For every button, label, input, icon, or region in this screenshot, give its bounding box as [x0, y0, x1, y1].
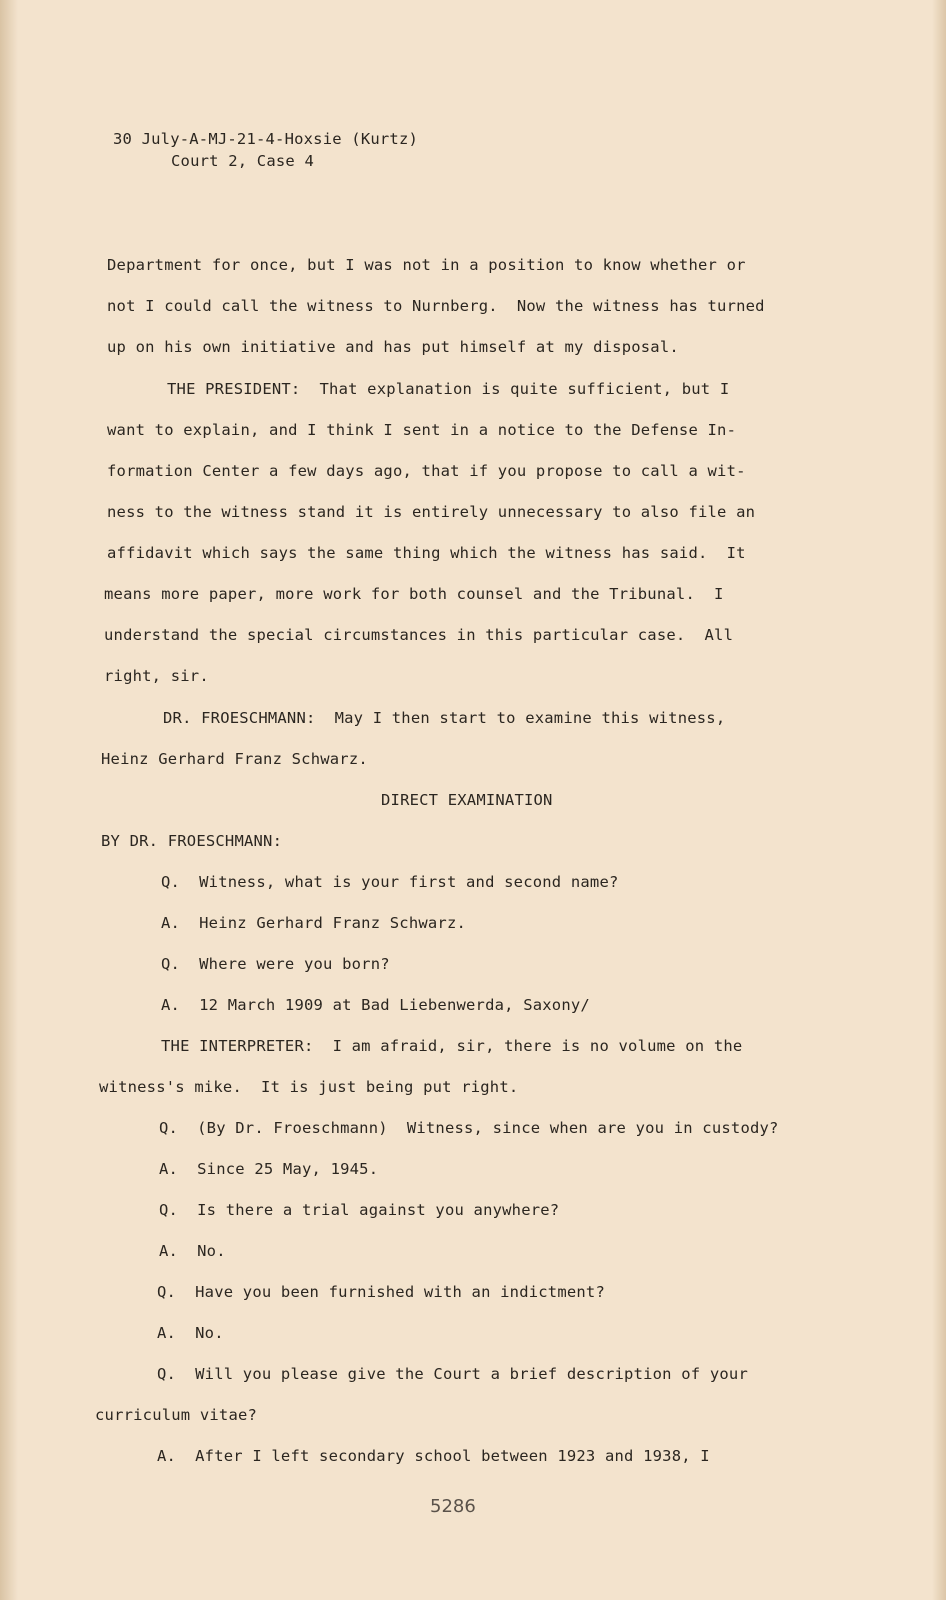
body-line: curriculum vitae?	[95, 1406, 258, 1424]
body-line: DR. FROESCHMANN: May I then start to examine this witness,	[163, 709, 726, 727]
question-line: Q. Witness, what is your first and second name?	[161, 873, 619, 891]
body-line: right, sir.	[104, 667, 209, 685]
answer-line: A. Heinz Gerhard Franz Schwarz.	[161, 914, 467, 932]
body-line: ness to the witness stand it is entirely unnecessary to also file an	[107, 503, 756, 521]
body-line: want to explain, and I think I sent in a notice to the Defense In-	[107, 421, 737, 439]
answer-line: A. After I left secondary school between 1923 and 1938, I	[157, 1447, 710, 1465]
question-line: Q. Where were you born?	[161, 955, 390, 973]
body-line: THE PRESIDENT: That explanation is quite sufficient, but I	[167, 380, 730, 398]
body-line: formation Center a few days ago, that if you propose to call a wit-	[107, 462, 746, 480]
examiner-line: BY DR. FROESCHMANN:	[101, 832, 283, 850]
question-line: Q. Is there a trial against you anywhere?	[159, 1201, 560, 1219]
body-line: THE INTERPRETER: I am afraid, sir, there is no volume on the	[161, 1037, 743, 1055]
body-line: Department for once, but I was not in a position to know whether or	[107, 256, 746, 274]
body-line: witness's mike. It is just being put right.	[99, 1078, 519, 1096]
body-line: means more paper, more work for both counsel and the Tribunal. I	[104, 585, 724, 603]
question-line: Q. Will you please give the Court a brief description of your	[157, 1365, 748, 1383]
page-edge-left	[0, 0, 18, 1600]
question-line: Q. (By Dr. Froeschmann) Witness, since when are you in custody?	[159, 1119, 779, 1137]
body-line: understand the special circumstances in this particular case. All	[104, 626, 734, 644]
answer-line: A. Since 25 May, 1945.	[159, 1160, 379, 1178]
body-line: up on his own initiative and has put himself at my disposal.	[107, 338, 679, 356]
section-heading: DIRECT EXAMINATION	[381, 791, 553, 809]
answer-line: A. 12 March 1909 at Bad Liebenwerda, Saxony/	[161, 996, 590, 1014]
header-line-1: 30 July-A-MJ-21-4-Hoxsie (Kurtz)	[113, 130, 419, 148]
page-number: 5286	[430, 1496, 476, 1517]
answer-line: A. No.	[159, 1242, 226, 1260]
question-line: Q. Have you been furnished with an indictment?	[157, 1283, 605, 1301]
page-edge-right	[932, 0, 946, 1600]
body-line: Heinz Gerhard Franz Schwarz.	[101, 750, 368, 768]
body-line: affidavit which says the same thing which the witness has said. It	[107, 544, 746, 562]
header-line-2: Court 2, Case 4	[171, 152, 314, 170]
answer-line: A. No.	[157, 1324, 224, 1342]
body-line: not I could call the witness to Nurnberg. Now the witness has turned	[107, 297, 765, 315]
